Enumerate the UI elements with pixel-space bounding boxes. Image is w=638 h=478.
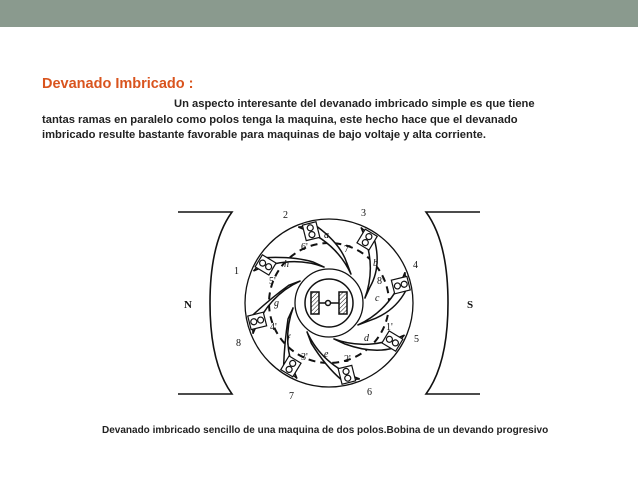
segment-f: f: [287, 334, 290, 345]
slot-primed-7: 7': [344, 244, 351, 255]
figure-caption: Devanado imbricado sencillo de una maquina de dos polos.Bobina de un devando progresivo: [102, 425, 549, 436]
header-divider: [0, 27, 638, 31]
slot-primed-3: 3': [301, 352, 308, 363]
body-line-1: Un aspecto interesante del devanado imbricado simple es que tiene: [174, 98, 535, 110]
slot-number-8: 8: [236, 338, 241, 349]
slot-box: [248, 312, 267, 329]
slot-primed-5: 5': [269, 276, 276, 287]
body-line-2: tantas ramas en paralelo como polos tenga la maquina, este hecho hace que el devanado: [42, 113, 518, 126]
slot-primed-8: 8': [377, 276, 384, 287]
slot-number-1: 1: [234, 266, 239, 277]
slot-number-5: 5: [414, 334, 419, 345]
segment-e: e: [324, 349, 329, 360]
lap-winding-diagram: [170, 202, 488, 404]
commutator: [305, 279, 353, 327]
pole-label-south: S: [467, 299, 474, 311]
segment-c: c: [375, 293, 380, 304]
body-line-3: imbricado resulte bastante favorable para maquinas de bajo voltaje y alta corriente.: [42, 129, 486, 141]
slot-box: [391, 276, 410, 293]
segment-d: d: [364, 333, 369, 344]
slide-body: [42, 97, 602, 144]
slot-box: [302, 222, 319, 241]
header-bar: [0, 0, 638, 27]
slide-title: Devanado Imbricado :: [42, 76, 194, 92]
slot-primed-2: 2': [344, 354, 351, 365]
slot-primed-4: 4': [270, 322, 277, 333]
slot-number-7: 7: [289, 391, 294, 402]
slot-primed-1: 1': [386, 322, 393, 333]
pole-label-north: N: [184, 299, 192, 311]
segment-h: h: [284, 259, 289, 270]
segment-b: b: [373, 258, 378, 269]
slot-number-3: 3: [361, 208, 366, 219]
segment-g: g: [274, 298, 279, 309]
slot-number-6: 6: [367, 387, 372, 398]
slot-number-2: 2: [283, 210, 288, 221]
slot-box: [338, 365, 355, 384]
slot-number-4: 4: [413, 260, 418, 271]
slot-primed-6: 6': [301, 242, 308, 253]
segment-a: a: [324, 230, 329, 241]
